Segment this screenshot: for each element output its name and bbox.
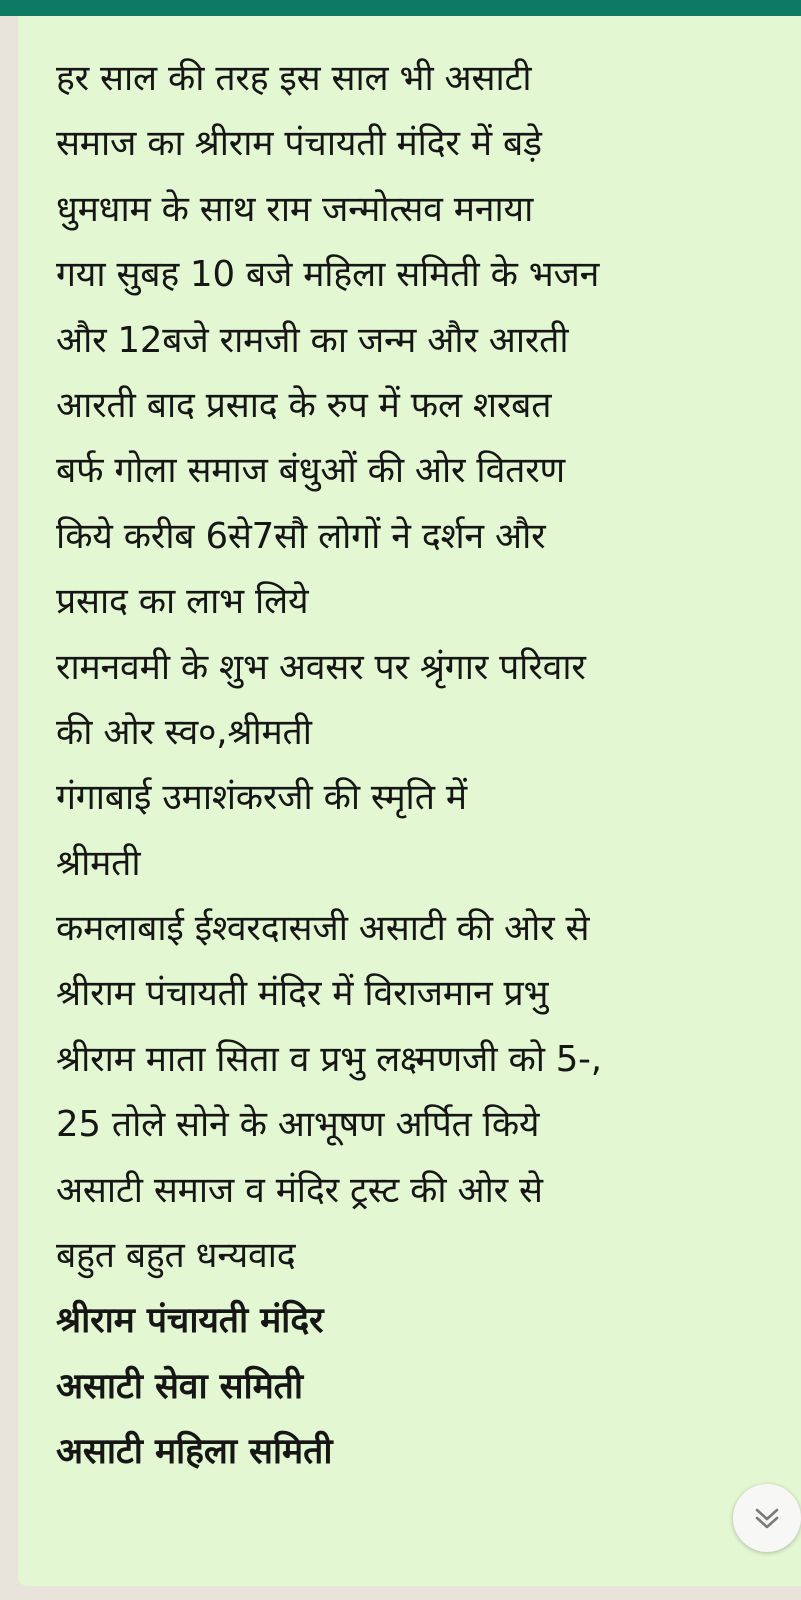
message-line: और 12बजे रामजी का जन्म और आरती bbox=[56, 319, 569, 361]
message-line: की ओर स्व०,श्रीमती bbox=[56, 711, 312, 753]
message-line: श्रीराम माता सिता व प्रभु लक्ष्मणजी को 5-, bbox=[56, 1038, 602, 1080]
message-line: हर साल की तरह इस साल भी असाटी bbox=[56, 58, 532, 99]
app-header-bar bbox=[0, 0, 801, 16]
message-line: गया सुबह 10 बजे महिला समिती के भजन bbox=[56, 254, 600, 296]
signature-line: श्रीराम पंचायती मंदिर bbox=[56, 1300, 324, 1342]
message-line: धुमधाम के साथ राम जन्मोत्सव मनाया bbox=[56, 188, 534, 230]
message-line: गंगाबाई उमाशंकरजी की स्मृति में bbox=[56, 777, 467, 819]
message-line: कमलाबाई ईश्वरदासजी असाटी की ओर से bbox=[56, 908, 590, 950]
message-line: समाज का श्रीराम पंचायती मंदिर में बड़े bbox=[56, 123, 542, 165]
message-line: श्रीराम पंचायती मंदिर में विराजमान प्रभु bbox=[56, 973, 549, 1015]
message-bubble[interactable] bbox=[18, 16, 801, 1586]
double-chevron-down-icon bbox=[751, 1502, 783, 1534]
signature-line: असाटी महिला समिती bbox=[56, 1431, 333, 1473]
message-text bbox=[56, 46, 796, 1485]
bottom-strip bbox=[0, 1586, 801, 1600]
message-line: रामनवमी के शुभ अवसर पर श्रृंगार परिवार bbox=[56, 646, 586, 688]
message-line: 25 तोले सोने के आभूषण अर्पित किये bbox=[56, 1104, 540, 1146]
message-line: असाटी समाज व मंदिर ट्रस्ट की ओर से bbox=[56, 1169, 543, 1211]
signature-line: असाटी सेवा समिती bbox=[56, 1365, 303, 1407]
scroll-to-bottom-button[interactable] bbox=[733, 1484, 801, 1552]
message-line: किये करीब 6से7सौ लोगों ने दर्शन और bbox=[56, 515, 546, 557]
message-line: बर्फ गोला समाज बंधुओं की ओर वितरण bbox=[56, 450, 565, 492]
message-line: श्रीमती bbox=[56, 842, 141, 884]
message-line: बहुत बहुत धन्यवाद bbox=[56, 1235, 296, 1277]
message-line: आरती बाद प्रसाद के रुप में फल शरबत bbox=[56, 384, 552, 426]
message-line: प्रसाद का लाभ लिये bbox=[56, 581, 309, 623]
